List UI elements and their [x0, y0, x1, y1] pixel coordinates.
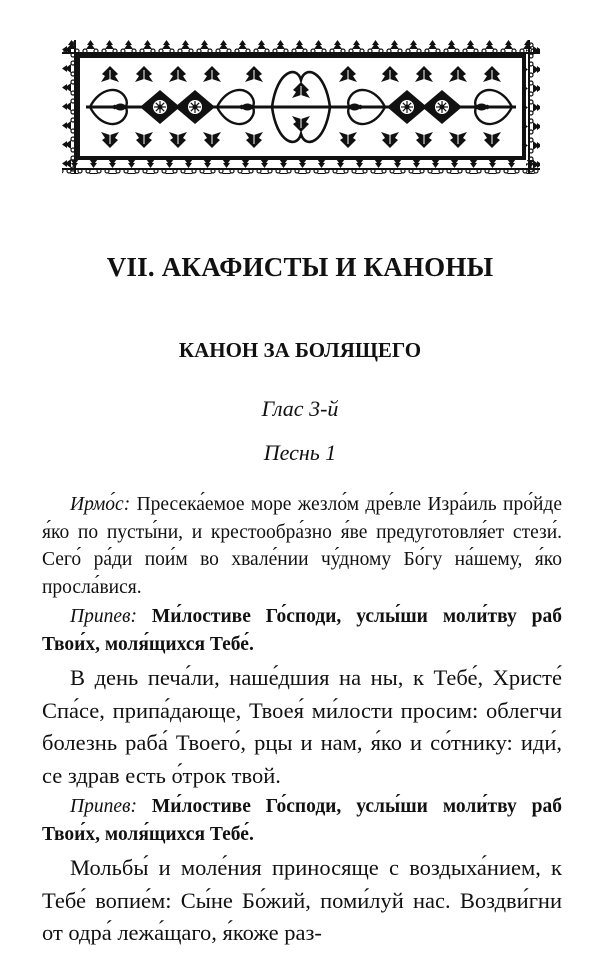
chapter-title: VII. АКАФИСТЫ И КАНОНЫ [106, 252, 494, 282]
tone-heading: Глас 3-й [261, 396, 339, 421]
troparion-paragraph: Мольбы́ и моле́ния приносяще с воздыха́нием, к Тебе́ вопие́м: Сы́не Бо́жий, поми́луй нас. Воздви́гни от одра́ лежа́щаго, я́коже раз- [42, 855, 562, 945]
canon-title: КАНОН ЗА БОЛЯЩЕГО [178, 338, 422, 362]
irmos-paragraph [42, 491, 562, 601]
refrain-paragraph [42, 793, 562, 848]
irmos-text: Пресека́емое море жезло́м дре́вле Изра́иль про́йде я́ко по пусты́ни, и крестообра́зно я́ве предуготовля́ет стези́. Сего́ ра́ди пои́м во хвале́нии чу́дному Бо́гу на́шему, я́ко просла́вися. [42, 494, 562, 598]
refrain-label: Припев: [70, 606, 137, 627]
refrain-text: Ми́лостиве Го́споди, услы́ши моли́тву раб Твои́х, моля́щихся Тебе́. [42, 796, 562, 845]
refrain-text: Ми́лостиве Го́споди, услы́ши моли́тву раб Твои́х, моля́щихся Тебе́. [42, 606, 562, 655]
decorative-ornament-border [62, 40, 540, 174]
refrain-paragraph [42, 603, 562, 658]
refrain-label: Припев: [70, 796, 137, 817]
irmos-label: Ирмо́с: [70, 494, 131, 515]
troparion-paragraph: В день печа́ли, наше́дшия на ны, к Тебе́, Христе́ Спа́се, припа́дающе, Твоея́ ми́лости просим: облегчи болезнь раба́ Твоего́, рцы и нам, я́ко и со́тнику: иди́, се здрав есть о́трок твой. [42, 665, 562, 788]
ode-heading: Песнь 1 [263, 440, 337, 465]
